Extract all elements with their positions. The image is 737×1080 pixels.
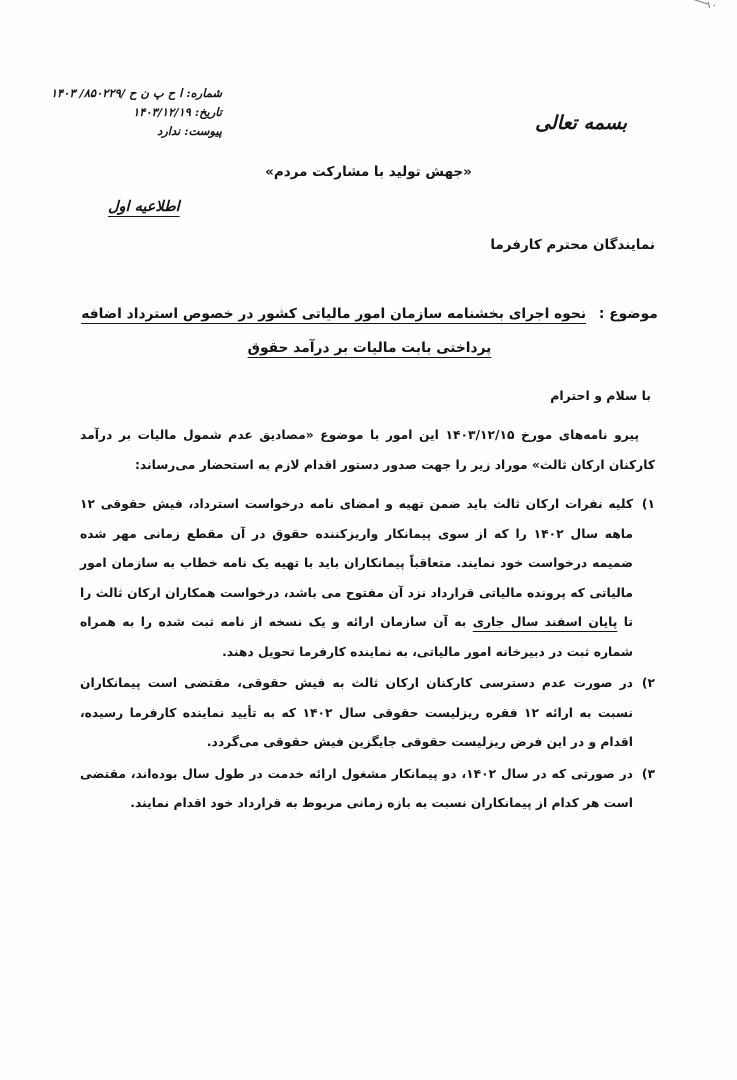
item-number: ۳) — [641, 766, 655, 781]
letter-metadata — [50, 84, 222, 141]
scan-artifact — [684, 0, 708, 14]
item-number: ۲) — [641, 676, 655, 690]
list-item — [80, 669, 655, 758]
letter-attachment-value: ندارد — [157, 124, 181, 138]
letter-attachment — [72, 122, 222, 141]
subject-line — [80, 297, 659, 365]
notice-title: اطلاعیه اول — [108, 198, 180, 215]
letter-date-value: ۱۴۰۳/۱۲/۱۹ — [133, 105, 191, 119]
basmala-heading: بسمه تعالی — [535, 112, 627, 134]
item-text-before: کلیه نفرات ارکان ثالث باید ضمن تهیه و امضای نامه درخواست استرداد، فیش حقوقی ۱۲ ماهه سال ۱۴۰۲ را که از سوی پیمانکار واریزکننده حقوق در آن مقطع زمانی مهر شده ضمیمه درخواست خود نمایند. متعاقباً پیمانکاران باید با تهیه یک نامه خطاب به سازمان امور مالیاتی که پرونده مالیاتی قرارداد نزد آن مفتوح می باشد، درخواست همکاران ارکان ثالث را تا — [80, 497, 633, 629]
list-item — [80, 760, 655, 819]
slogan: «جهش تولید با مشارکت مردم» — [265, 164, 472, 180]
deadline-underlined: پایان اسفند سال جاری — [472, 615, 618, 629]
subject-text: نحوه اجرای بخشنامه سازمان امور مالیاتی کشور در خصوص استرداد اضافه پرداختی بابت مالیات بر درآمد حقوق — [81, 306, 587, 356]
item-text: در صورت عدم دسترسی کارکنان ارکان ثالث به فیش حقوقی، مقتضی است پیمانکاران نسبت به ارائه ۱۲ فقره ریزلیست حقوقی سال ۱۴۰۲ که به تأیید نماینده کارفرما رسیده، اقدام و در این فرض ریزلیست حقوقی جایگزین فیش حقوقی می‌گردد. — [80, 676, 634, 749]
intro-paragraph: پیرو نامه‌های مورخ ۱۴۰۳/۱۲/۱۵ این امور با موضوع «مصادیق عدم شمول مالیات بر درآمد کارکنان ارکان ثالث» موراد زیر را جهت صدور دستور اقدام لازم به استحضار می‌رساند: — [80, 428, 655, 472]
letter-date — [72, 103, 222, 122]
item-text-after: به آن سازمان ارائه و یک نسخه از نامه ثبت شده را به همراه شماره ثبت در دبیرخانه امور مالیاتی، به نماینده کارفرما تحویل دهند. — [80, 615, 633, 659]
subject-label: موضوع : — [598, 306, 658, 322]
letter-number — [50, 84, 222, 103]
list-item — [80, 490, 655, 667]
addressee: نمایندگان محترم کارفرما — [490, 237, 655, 253]
salutation: با سلام و احترام — [550, 388, 651, 403]
letter-attachment-label: پیوست: — [184, 124, 222, 138]
instruction-list — [80, 490, 655, 819]
item-number: ۱) — [641, 497, 655, 511]
corner-mark: ۱۰ — [706, 0, 717, 11]
letter-number-label: شماره: — [186, 86, 222, 100]
item-text: در صورتی که در سال ۱۴۰۲، دو پیمانکار مشغول ارائه خدمت در طول سال بوده‌اند، مقتضی است هر کدام از پیمانکاران نسبت به بازه زمانی مربوط به قرارداد خود اقدام نمایند. — [80, 766, 633, 810]
item-text — [80, 490, 633, 667]
letter-number-value: ا ح پ ن ح /۸۵۰۲۲۹/ ۱۴۰۳ — [50, 86, 183, 100]
letter-date-label: تاریخ: — [194, 105, 222, 119]
